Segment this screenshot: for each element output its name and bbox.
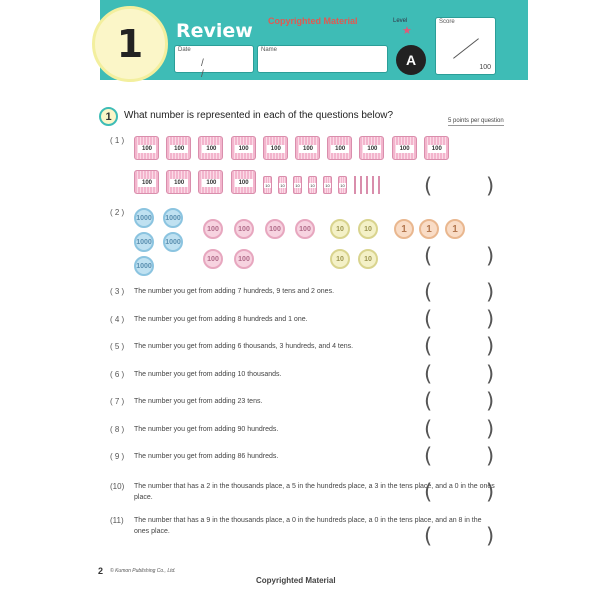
points-note: 5 points per question bbox=[448, 118, 504, 124]
answer-open: ( bbox=[424, 480, 433, 504]
answer-close: ) bbox=[486, 417, 495, 441]
answer-close: ) bbox=[486, 389, 495, 413]
ten-block-label: 10 bbox=[310, 183, 315, 188]
date-label: Date bbox=[178, 47, 191, 53]
answer-open: ( bbox=[424, 362, 433, 386]
coin: 100 bbox=[203, 219, 223, 239]
answer-close: ) bbox=[486, 524, 495, 548]
hundred-block bbox=[424, 136, 449, 160]
coin: 1000 bbox=[163, 232, 183, 252]
hundred-block-label: 100 bbox=[202, 145, 220, 153]
coin: 100 bbox=[295, 219, 315, 239]
answer-open-1: ( bbox=[424, 174, 433, 198]
hundred-block bbox=[231, 170, 256, 194]
answer-close: ) bbox=[486, 307, 495, 331]
chapter-number: 1 bbox=[116, 22, 144, 66]
question-number: ( 4 ) bbox=[110, 315, 125, 324]
coin: 10 bbox=[358, 249, 378, 269]
question-number: ( 9 ) bbox=[110, 452, 125, 461]
answer-open: ( bbox=[424, 280, 433, 304]
question-text: The number that has a 2 in the thousands place, a 5 in the hundreds place, a 3 in the tens place, and a 0 in the ones place. bbox=[134, 483, 495, 501]
page-title: Review bbox=[176, 20, 253, 42]
hundred-block bbox=[392, 136, 417, 160]
question-number: ( 6 ) bbox=[110, 370, 125, 379]
ten-block-label: 10 bbox=[325, 183, 330, 188]
hundred-block bbox=[295, 136, 320, 160]
hundred-block bbox=[263, 136, 288, 160]
hundred-block-label: 100 bbox=[235, 145, 253, 153]
coin: 100 bbox=[234, 219, 254, 239]
coin: 10 bbox=[330, 249, 350, 269]
answer-open: ( bbox=[424, 389, 433, 413]
answer-close: ) bbox=[486, 444, 495, 468]
question-text: The number you get from adding 23 tens. bbox=[134, 398, 263, 405]
name-field[interactable] bbox=[257, 45, 388, 73]
section-number: 1 bbox=[99, 107, 118, 126]
answer-open: ( bbox=[424, 334, 433, 358]
question-text: The number you get from adding 86 hundreds. bbox=[134, 453, 279, 460]
ten-block bbox=[308, 176, 317, 194]
coin: 10 bbox=[358, 219, 378, 239]
ten-block-label: 10 bbox=[280, 183, 285, 188]
question-text: The number you get from adding 6 thousands, 3 hundreds, and 4 tens. bbox=[134, 343, 354, 350]
ten-block-label: 10 bbox=[295, 183, 300, 188]
answer-open: ( bbox=[424, 307, 433, 331]
coin: 1000 bbox=[134, 256, 154, 276]
ten-block bbox=[323, 176, 332, 194]
question-text: The number that has a 9 in the thousands place, a 0 in the hundreds place, a 0 in the tens place, and an 8 in the ones place. bbox=[134, 517, 482, 535]
coin: 100 bbox=[234, 249, 254, 269]
ten-block-label: 10 bbox=[340, 183, 345, 188]
hundred-block-label: 100 bbox=[170, 179, 188, 187]
question-text: The number you get from adding 90 hundreds. bbox=[134, 426, 279, 433]
one-block bbox=[372, 176, 374, 194]
answer-close: ) bbox=[486, 480, 495, 504]
question-text: The number you get from adding 10 thousands. bbox=[134, 371, 282, 378]
ten-block bbox=[293, 176, 302, 194]
answer-close: ) bbox=[486, 362, 495, 386]
coin: 1 bbox=[394, 219, 414, 239]
coin: 1000 bbox=[163, 208, 183, 228]
question-text: The number you get from adding 8 hundreds and 1 one. bbox=[134, 316, 308, 323]
question-number: ( 7 ) bbox=[110, 397, 125, 406]
hundred-block bbox=[166, 136, 191, 160]
page-number: 2 bbox=[98, 566, 104, 576]
hundred-block-label: 100 bbox=[235, 179, 253, 187]
ten-block bbox=[263, 176, 272, 194]
question-number: (10) bbox=[110, 482, 125, 491]
answer-open: ( bbox=[424, 444, 433, 468]
hundred-block bbox=[231, 136, 256, 160]
star-icon: ★ bbox=[402, 25, 412, 37]
hundred-block-label: 100 bbox=[267, 145, 285, 153]
hundred-block bbox=[327, 136, 352, 160]
question-number: ( 8 ) bbox=[110, 425, 125, 434]
hundred-block bbox=[134, 136, 159, 160]
level-label: Level bbox=[393, 18, 408, 24]
level-badge: A bbox=[396, 45, 426, 75]
question-number: ( 3 ) bbox=[110, 287, 125, 296]
coin: 10 bbox=[330, 219, 350, 239]
score-max: 100 bbox=[479, 64, 491, 71]
hundred-block-label: 100 bbox=[299, 145, 317, 153]
date-placeholder: / / bbox=[201, 58, 222, 80]
hundred-block-label: 100 bbox=[396, 145, 414, 153]
one-block bbox=[360, 176, 362, 194]
chapter-badge bbox=[92, 6, 168, 82]
question-1-number: ( 1 ) bbox=[110, 136, 125, 145]
question-number: ( 5 ) bbox=[110, 342, 125, 351]
answer-close: ) bbox=[486, 334, 495, 358]
answer-open-2: ( bbox=[424, 244, 433, 268]
hundred-block-label: 100 bbox=[138, 179, 156, 187]
hundred-block-label: 100 bbox=[331, 145, 349, 153]
ten-block bbox=[278, 176, 287, 194]
coin: 1 bbox=[419, 219, 439, 239]
coin: 1000 bbox=[134, 208, 154, 228]
question-text: The number you get from adding 7 hundreds, 9 tens and 2 ones. bbox=[134, 288, 335, 295]
name-label: Name bbox=[261, 47, 278, 53]
hundred-block bbox=[359, 136, 384, 160]
coin: 100 bbox=[265, 219, 285, 239]
one-block bbox=[354, 176, 356, 194]
answer-close-2: ) bbox=[486, 244, 495, 268]
coin: 100 bbox=[203, 249, 223, 269]
ten-block bbox=[338, 176, 347, 194]
hundred-block-label: 100 bbox=[363, 145, 381, 153]
question-2-number: ( 2 ) bbox=[110, 208, 125, 217]
score-slash bbox=[453, 38, 479, 58]
coin: 1 bbox=[445, 219, 465, 239]
date-field[interactable] bbox=[174, 45, 254, 80]
watermark-bottom: Copyrighted Material bbox=[256, 576, 336, 585]
hundred-block bbox=[198, 136, 223, 160]
hundred-block bbox=[134, 170, 159, 194]
hundred-block-label: 100 bbox=[170, 145, 188, 153]
hundred-block bbox=[166, 170, 191, 194]
coin: 1000 bbox=[134, 232, 154, 252]
answer-open: ( bbox=[424, 417, 433, 441]
hundred-block bbox=[198, 170, 223, 194]
answer-close: ) bbox=[486, 280, 495, 304]
one-block bbox=[378, 176, 380, 194]
section-prompt: What number is represented in each of the questions below? bbox=[124, 110, 394, 121]
one-block bbox=[366, 176, 368, 194]
hundred-block-label: 100 bbox=[428, 145, 446, 153]
score-field[interactable] bbox=[435, 17, 496, 75]
answer-open: ( bbox=[424, 524, 433, 548]
hundred-block-label: 100 bbox=[138, 145, 156, 153]
watermark-top: Copyrighted Material bbox=[268, 16, 358, 26]
answer-close-1: ) bbox=[486, 174, 495, 198]
hundred-block-label: 100 bbox=[202, 179, 220, 187]
score-label: Score bbox=[439, 19, 455, 25]
publisher-credit: © Kumon Publishing Co., Ltd. bbox=[110, 568, 176, 574]
question-number: (11) bbox=[110, 516, 124, 525]
ten-block-label: 10 bbox=[265, 183, 270, 188]
